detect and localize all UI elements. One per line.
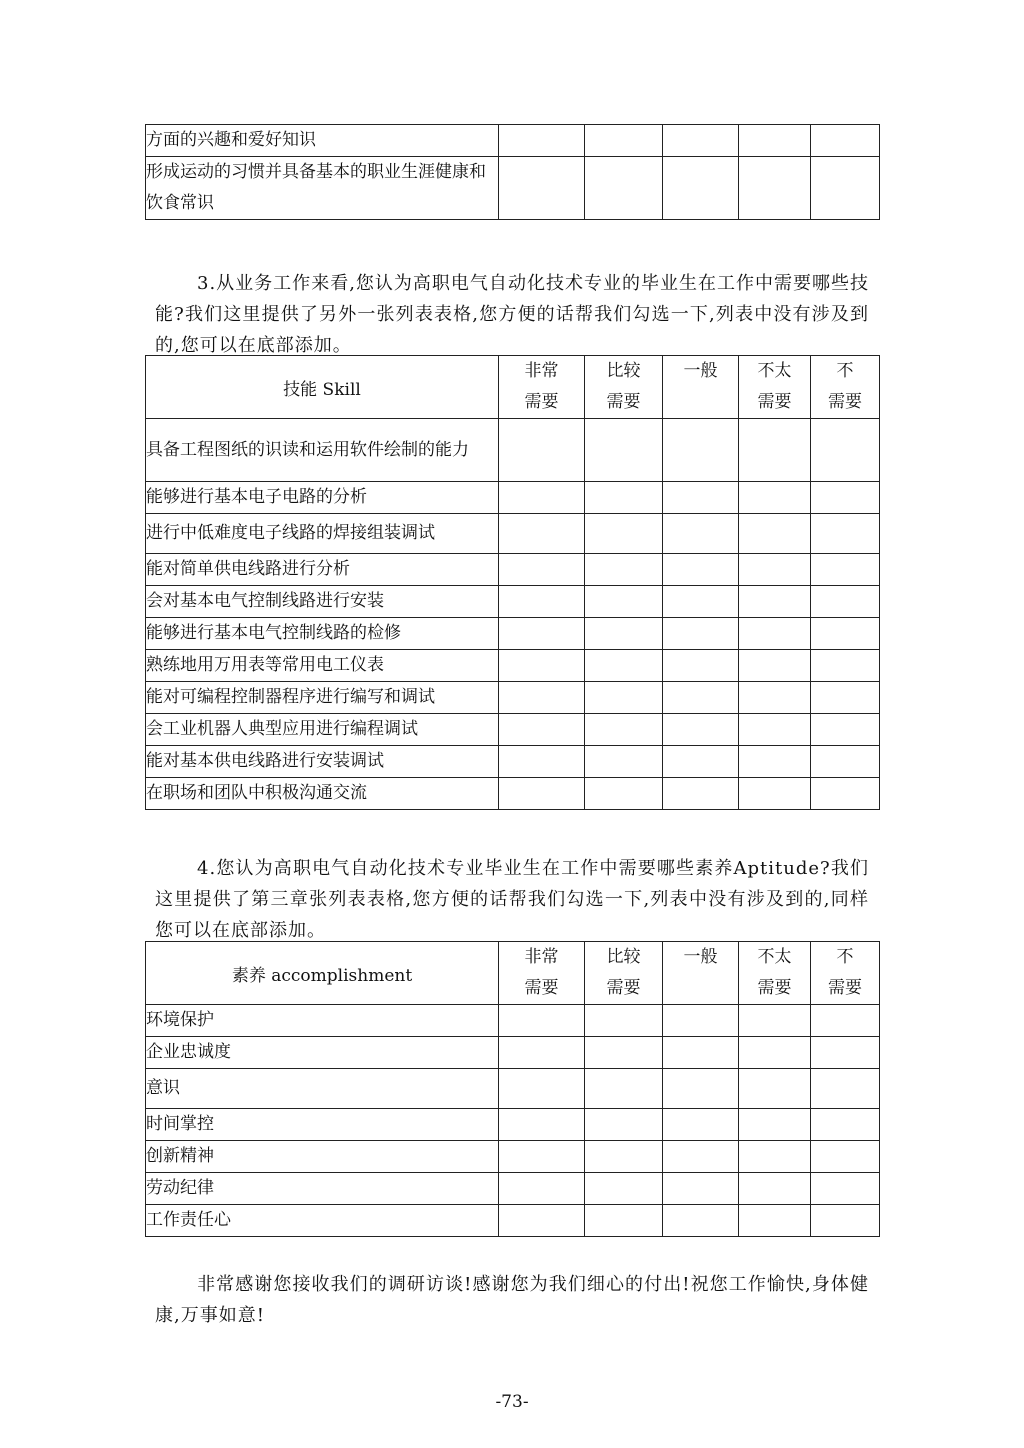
rating-cell[interactable] (663, 778, 739, 810)
rating-cell[interactable] (499, 514, 585, 554)
column-header-skill: 技能 Skill (146, 356, 499, 419)
rating-cell[interactable] (739, 1205, 811, 1237)
rating-cell[interactable] (663, 650, 739, 682)
rating-cell[interactable] (499, 682, 585, 714)
rating-cell[interactable] (585, 714, 663, 746)
row-label: 会对基本电气控制线路进行安装 (146, 586, 499, 618)
table-row (146, 419, 880, 482)
rating-cell[interactable] (499, 746, 585, 778)
rating-cell[interactable] (585, 482, 663, 514)
rating-cell[interactable] (663, 419, 739, 482)
table-row (146, 1109, 880, 1141)
row-label: 企业忠诚度 (146, 1037, 499, 1069)
rating-cell[interactable] (811, 1037, 880, 1069)
row-label: 环境保护 (146, 1005, 499, 1037)
table-header-row (146, 942, 880, 1005)
rating-cell[interactable] (499, 1037, 585, 1069)
rating-cell[interactable] (811, 1141, 880, 1173)
rating-cell[interactable] (663, 618, 739, 650)
column-header-very-needed: 非常 需要 (499, 942, 585, 1005)
table-row (146, 482, 880, 514)
rating-cell[interactable] (739, 618, 811, 650)
rating-cell[interactable] (663, 1205, 739, 1237)
table-aptitude (145, 941, 880, 1237)
rating-cell[interactable] (811, 157, 880, 220)
rating-cell[interactable] (663, 682, 739, 714)
rating-cell[interactable] (585, 618, 663, 650)
row-label: 劳动纪律 (146, 1173, 499, 1205)
rating-cell[interactable] (811, 554, 880, 586)
rating-cell[interactable] (811, 650, 880, 682)
rating-cell[interactable] (811, 714, 880, 746)
row-label: 能对基本供电线路进行安装调试 (146, 746, 499, 778)
rating-cell[interactable] (811, 1173, 880, 1205)
question-3 (155, 268, 869, 361)
rating-cell[interactable] (811, 682, 880, 714)
page-number: -73- (495, 1392, 529, 1412)
rating-cell[interactable] (585, 419, 663, 482)
rating-cell[interactable] (739, 1037, 811, 1069)
row-label: 创新精神 (146, 1141, 499, 1173)
rating-cell[interactable] (739, 1173, 811, 1205)
column-header-not-very-needed: 不太 需要 (739, 942, 811, 1005)
rating-cell[interactable] (811, 746, 880, 778)
table-row (146, 1037, 880, 1069)
rating-cell[interactable] (585, 746, 663, 778)
table-row (146, 554, 880, 586)
rating-cell[interactable] (585, 1069, 663, 1109)
rating-cell[interactable] (663, 554, 739, 586)
row-label: 意识 (146, 1069, 499, 1109)
rating-cell[interactable] (811, 1005, 880, 1037)
rating-cell[interactable] (499, 482, 585, 514)
table-row (146, 586, 880, 618)
rating-cell[interactable] (663, 1109, 739, 1141)
column-header-aptitude: 素养 accomplishment (146, 942, 499, 1005)
rating-cell[interactable] (499, 1069, 585, 1109)
rating-cell[interactable] (739, 554, 811, 586)
rating-cell[interactable] (811, 586, 880, 618)
table-row (146, 514, 880, 554)
rating-cell[interactable] (585, 1205, 663, 1237)
rating-cell[interactable] (499, 1005, 585, 1037)
rating-cell[interactable] (811, 419, 880, 482)
closing-remarks (155, 1269, 869, 1331)
table-row (146, 714, 880, 746)
rating-cell[interactable] (811, 1109, 880, 1141)
question-4-text: 4.您认为高职电气自动化技术专业毕业生在工作中需要哪些素养Aptitude?我们这里提供了第三章张列表表格,您方便的话帮我们勾选一下,列表中没有涉及到的,同样您可以在底部添加。 (155, 858, 869, 941)
rating-cell[interactable] (663, 514, 739, 554)
rating-cell[interactable] (811, 778, 880, 810)
rating-cell[interactable] (739, 1109, 811, 1141)
rating-cell[interactable] (585, 682, 663, 714)
column-header-fairly-needed: 比较 需要 (585, 356, 663, 419)
rating-cell[interactable] (499, 714, 585, 746)
table-row (146, 1205, 880, 1237)
rating-cell[interactable] (663, 1037, 739, 1069)
rating-cell[interactable] (663, 1069, 739, 1109)
rating-cell[interactable] (499, 125, 585, 157)
rating-cell[interactable] (739, 778, 811, 810)
row-label: 熟练地用万用表等常用电工仪表 (146, 650, 499, 682)
rating-cell[interactable] (499, 1141, 585, 1173)
rating-cell[interactable] (663, 586, 739, 618)
rating-cell[interactable] (739, 125, 811, 157)
rating-cell[interactable] (739, 482, 811, 514)
rating-cell[interactable] (663, 1005, 739, 1037)
column-header-not-needed: 不 需要 (811, 356, 880, 419)
rating-cell[interactable] (739, 1141, 811, 1173)
rating-cell[interactable] (811, 482, 880, 514)
row-label: 具备工程图纸的识读和运用软件绘制的能力 (146, 419, 499, 482)
rating-cell[interactable] (499, 1205, 585, 1237)
rating-cell[interactable] (585, 125, 663, 157)
table-row (146, 778, 880, 810)
rating-cell[interactable] (663, 125, 739, 157)
row-label: 进行中低难度电子线路的焊接组装调试 (146, 514, 499, 554)
row-label: 在职场和团队中积极沟通交流 (146, 778, 499, 810)
table-row (146, 1069, 880, 1109)
rating-cell[interactable] (663, 482, 739, 514)
row-label: 方面的兴趣和爱好知识 (146, 125, 499, 157)
table-row (146, 746, 880, 778)
rating-cell[interactable] (811, 618, 880, 650)
rating-cell[interactable] (663, 1141, 739, 1173)
column-header-very-needed: 非常 需要 (499, 356, 585, 419)
question-4 (155, 853, 869, 946)
row-label: 能对可编程控制器程序进行编写和调试 (146, 682, 499, 714)
closing-text: 非常感谢您接收我们的调研访谈!感谢您为我们细心的付出!祝您工作愉快,身体健康,万事如意! (155, 1274, 869, 1326)
rating-cell[interactable] (663, 1173, 739, 1205)
rating-cell[interactable] (499, 554, 585, 586)
table-row (146, 682, 880, 714)
table-row (146, 1173, 880, 1205)
row-label: 时间掌控 (146, 1109, 499, 1141)
rating-cell[interactable] (739, 1069, 811, 1109)
rating-cell[interactable] (585, 1005, 663, 1037)
rating-cell[interactable] (739, 586, 811, 618)
table-row (146, 618, 880, 650)
rating-cell[interactable] (811, 1069, 880, 1109)
rating-cell[interactable] (739, 1005, 811, 1037)
table-row (146, 125, 880, 157)
row-label: 会工业机器人典型应用进行编程调试 (146, 714, 499, 746)
rating-cell[interactable] (585, 514, 663, 554)
rating-cell[interactable] (739, 514, 811, 554)
table-row (146, 1141, 880, 1173)
row-label: 工作责任心 (146, 1205, 499, 1237)
rating-cell[interactable] (663, 157, 739, 220)
rating-cell[interactable] (499, 157, 585, 220)
rating-cell[interactable] (811, 514, 880, 554)
table-interests-continued (145, 124, 880, 220)
table-row (146, 1005, 880, 1037)
rating-cell[interactable] (811, 125, 880, 157)
rating-cell[interactable] (499, 586, 585, 618)
rating-cell[interactable] (663, 746, 739, 778)
rating-cell[interactable] (739, 714, 811, 746)
rating-cell[interactable] (499, 419, 585, 482)
rating-cell[interactable] (739, 157, 811, 220)
column-header-fairly-needed: 比较 需要 (585, 942, 663, 1005)
rating-cell[interactable] (499, 650, 585, 682)
rating-cell[interactable] (739, 650, 811, 682)
column-header-neutral: 一般 (663, 356, 739, 419)
rating-cell[interactable] (811, 1205, 880, 1237)
rating-cell[interactable] (739, 682, 811, 714)
rating-cell[interactable] (585, 1037, 663, 1069)
question-3-text: 3.从业务工作来看,您认为高职电气自动化技术专业的毕业生在工作中需要哪些技能?我们这里提供了另外一张列表表格,您方便的话帮我们勾选一下,列表中没有涉及到的,您可以在底部添加。 (155, 273, 869, 356)
table-header-row (146, 356, 880, 419)
table-row (146, 650, 880, 682)
rating-cell[interactable] (585, 554, 663, 586)
table-skills (145, 355, 880, 810)
rating-cell[interactable] (499, 1173, 585, 1205)
rating-cell[interactable] (585, 778, 663, 810)
row-label: 能对简单供电线路进行分析 (146, 554, 499, 586)
rating-cell[interactable] (585, 1141, 663, 1173)
rating-cell[interactable] (585, 157, 663, 220)
rating-cell[interactable] (585, 1109, 663, 1141)
row-label: 能够进行基本电气控制线路的检修 (146, 618, 499, 650)
rating-cell[interactable] (739, 419, 811, 482)
rating-cell[interactable] (585, 1173, 663, 1205)
rating-cell[interactable] (499, 618, 585, 650)
row-label: 形成运动的习惯并具备基本的职业生涯健康和饮食常识 (146, 157, 499, 220)
rating-cell[interactable] (585, 650, 663, 682)
rating-cell[interactable] (663, 714, 739, 746)
column-header-not-very-needed: 不太 需要 (739, 356, 811, 419)
column-header-neutral: 一般 (663, 942, 739, 1005)
column-header-not-needed: 不 需要 (811, 942, 880, 1005)
rating-cell[interactable] (739, 746, 811, 778)
rating-cell[interactable] (499, 1109, 585, 1141)
table-row (146, 157, 880, 220)
row-label: 能够进行基本电子电路的分析 (146, 482, 499, 514)
rating-cell[interactable] (585, 586, 663, 618)
rating-cell[interactable] (499, 778, 585, 810)
